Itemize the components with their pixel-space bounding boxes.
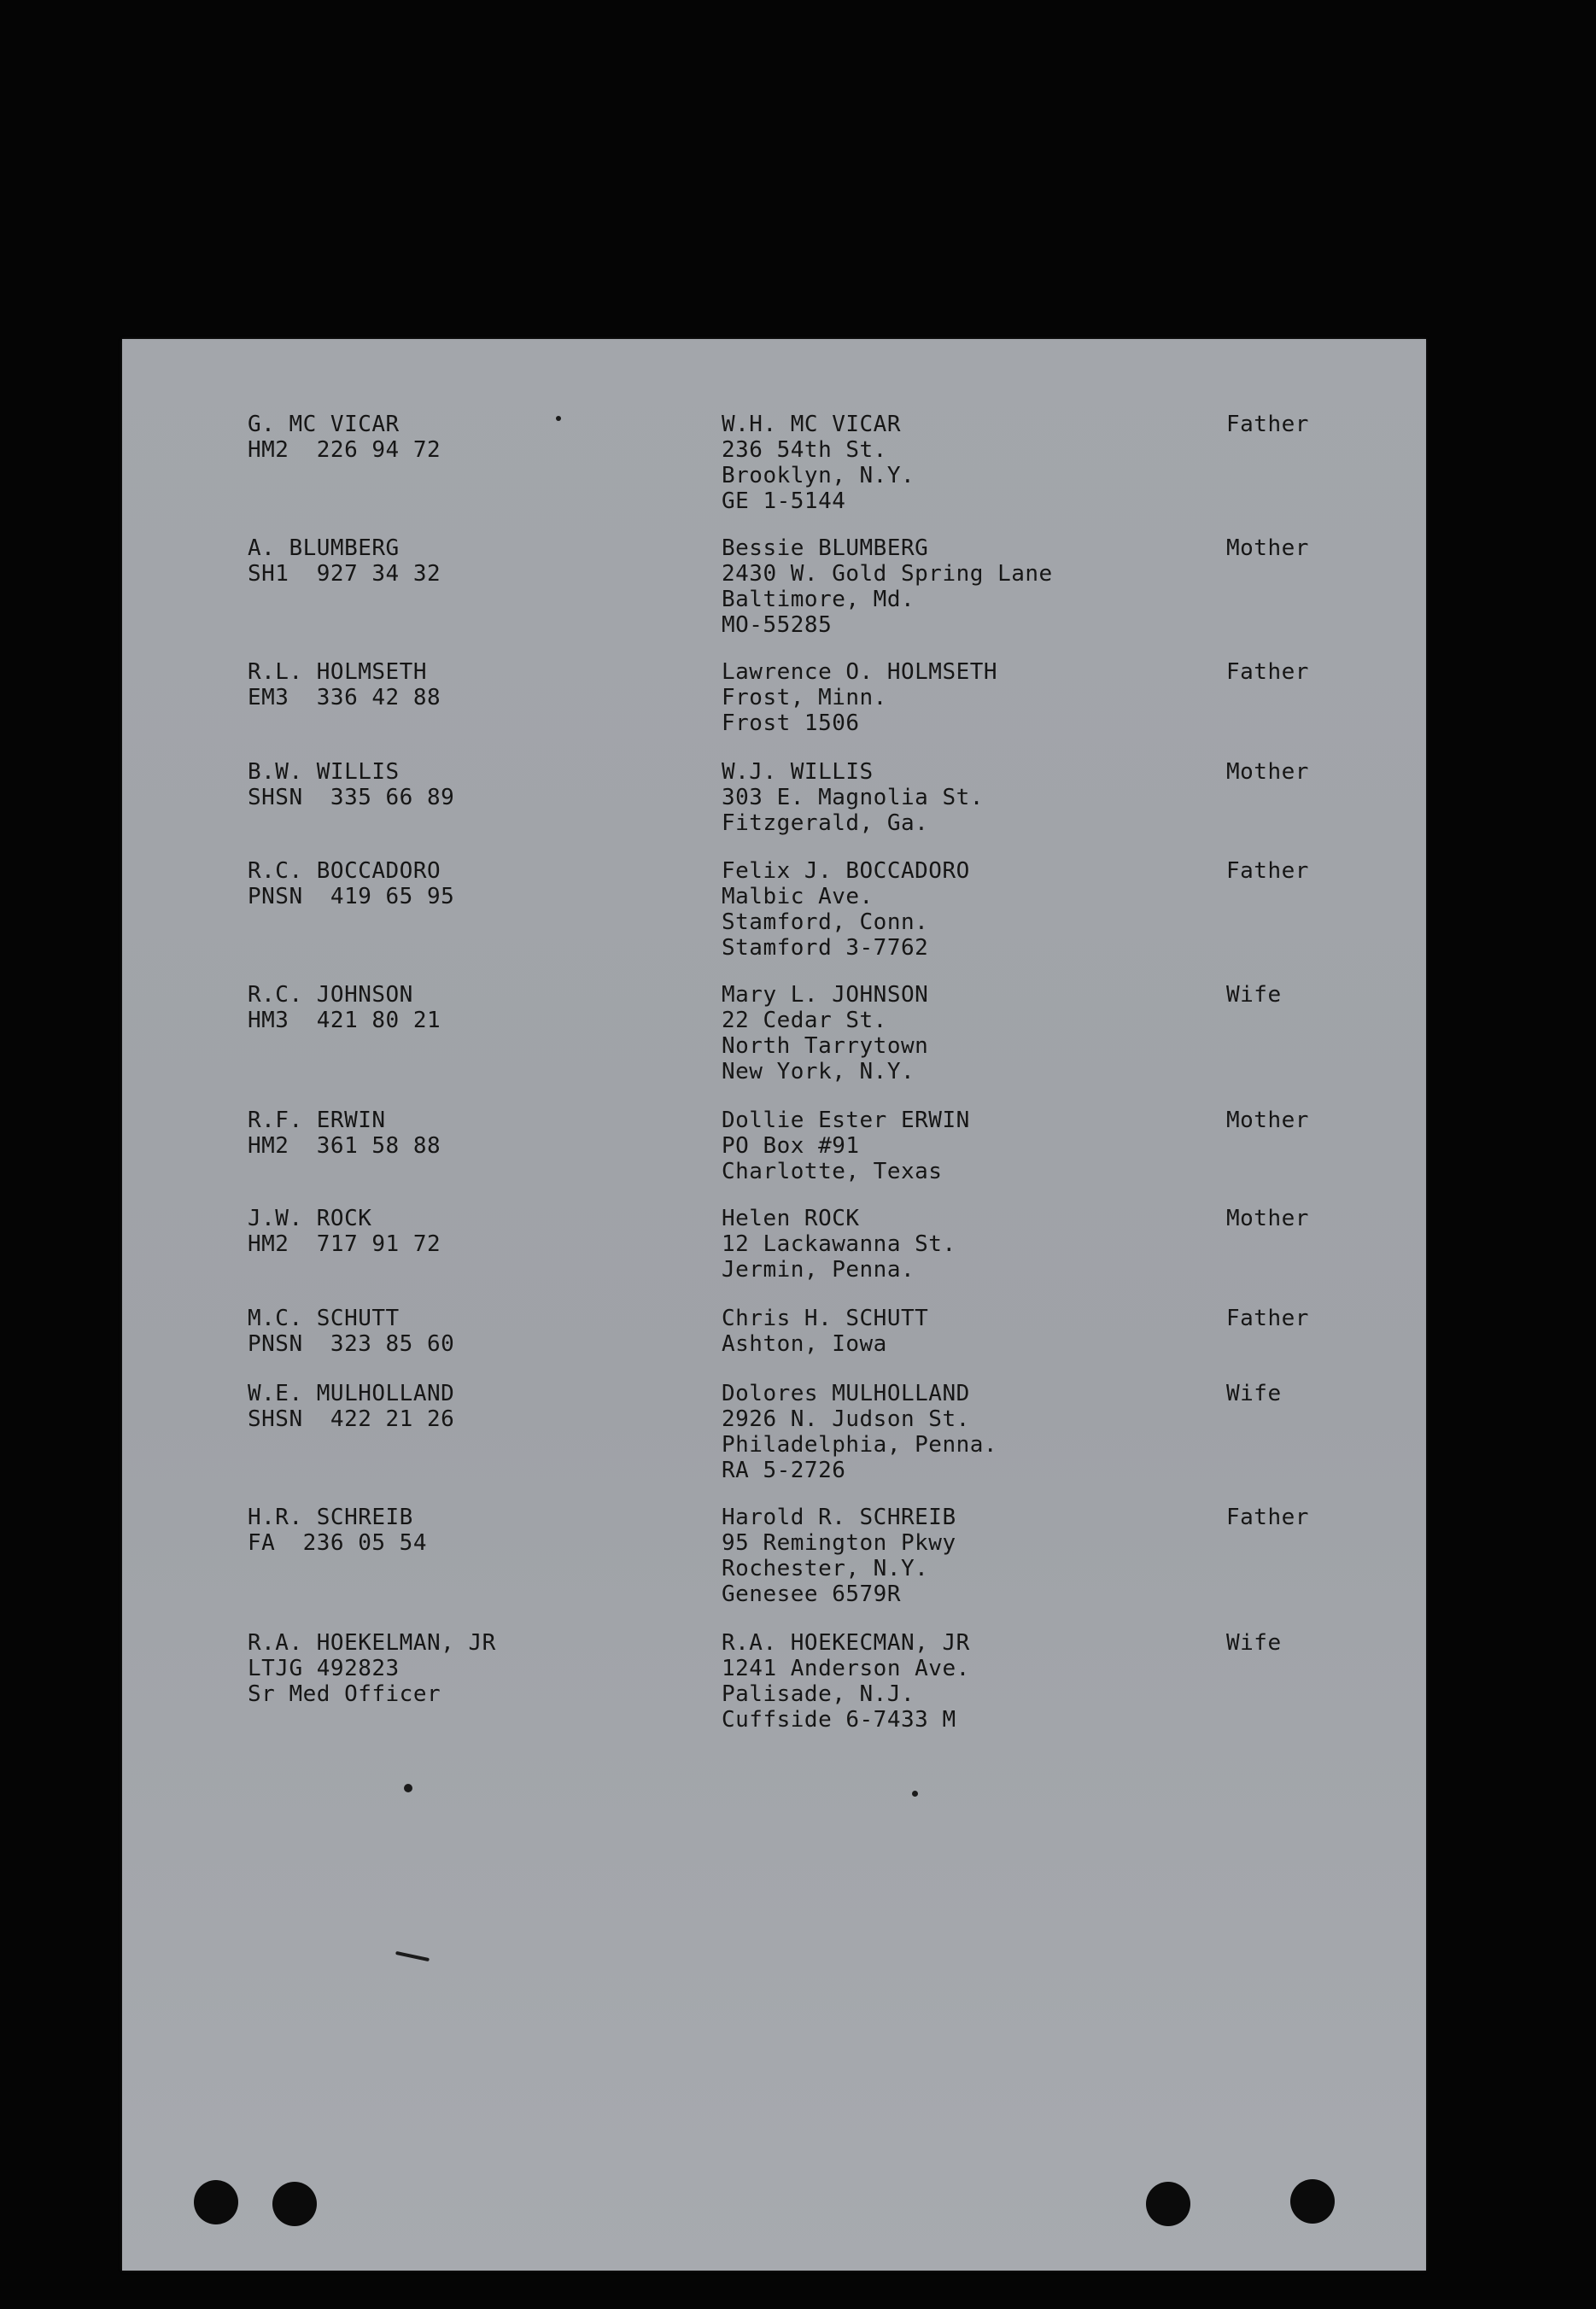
contact-line: Frost, Minn.	[722, 685, 887, 710]
punch-hole	[1146, 2182, 1190, 2226]
member-rate-number: SH1 927 34 32	[248, 561, 441, 587]
contact-line: Philadelphia, Penna.	[722, 1432, 998, 1458]
member-rate-number: LTJG 492823	[248, 1656, 400, 1681]
contact-line: Chris H. SCHUTT	[722, 1306, 929, 1331]
member-rate-number: HM2 226 94 72	[248, 437, 441, 463]
service-member	[248, 659, 441, 710]
contact-line: Harold R. SCHREIB	[722, 1505, 956, 1530]
contact-line: New York, N.Y.	[722, 1059, 915, 1084]
member-rate-number: HM3 421 80 21	[248, 1008, 441, 1033]
member-name: W.E. MULHOLLAND	[248, 1381, 455, 1406]
member-name: A. BLUMBERG	[248, 535, 400, 561]
contact-line: Helen ROCK	[722, 1206, 860, 1231]
kin-contact	[722, 535, 1053, 638]
relationship: Wife	[1226, 982, 1282, 1008]
contact-line: Mary L. JOHNSON	[722, 982, 929, 1008]
relationship: Wife	[1226, 1630, 1282, 1656]
contact-line: Charlotte, Texas	[722, 1159, 943, 1184]
relationship: Mother	[1226, 759, 1309, 785]
ink-speck	[912, 1791, 918, 1797]
member-rate-number: EM3 336 42 88	[248, 685, 441, 710]
contact-line: W.J. WILLIS	[722, 759, 874, 785]
contact-line: Lawrence O. HOLMSETH	[722, 659, 998, 685]
kin-contact	[722, 1206, 956, 1283]
contact-line: Cuffside 6-7433 M	[722, 1707, 956, 1733]
member-rate-number: HM2 717 91 72	[248, 1231, 441, 1257]
relationship: Father	[1226, 1306, 1309, 1331]
member-name: B.W. WILLIS	[248, 759, 400, 785]
service-member	[248, 1306, 454, 1357]
member-rate-number: FA 236 05 54	[248, 1530, 427, 1556]
punch-hole	[194, 2180, 238, 2224]
contact-line: Stamford, Conn.	[722, 909, 929, 935]
contact-line: Bessie BLUMBERG	[722, 535, 929, 561]
relationship: Mother	[1226, 535, 1309, 561]
contact-line: Jermin, Penna.	[722, 1257, 915, 1283]
contact-line: Dolores MULHOLLAND	[722, 1381, 970, 1406]
punch-hole	[272, 2182, 317, 2226]
contact-line: 2926 N. Judson St.	[722, 1406, 970, 1432]
contact-line: Malbic Ave.	[722, 884, 874, 909]
contact-line: Rochester, N.Y.	[722, 1556, 929, 1581]
contact-line: Fitzgerald, Ga.	[722, 810, 929, 836]
kin-contact	[722, 659, 997, 736]
relationship: Mother	[1226, 1206, 1309, 1231]
relationship: Father	[1226, 858, 1309, 884]
contact-line: GE 1-5144	[722, 488, 846, 514]
relationship: Mother	[1226, 1108, 1309, 1133]
member-name: M.C. SCHUTT	[248, 1306, 400, 1331]
contact-line: Genesee 6579R	[722, 1581, 901, 1607]
service-member	[248, 982, 441, 1033]
contact-line: 12 Lackawanna St.	[722, 1231, 956, 1257]
kin-contact	[722, 412, 915, 514]
contact-line: 303 E. Magnolia St.	[722, 785, 984, 810]
bleed-through-marks	[250, 1774, 609, 1902]
service-member	[248, 1630, 496, 1707]
contact-line: 1241 Anderson Ave.	[722, 1656, 970, 1681]
contact-line: Dollie Ester ERWIN	[722, 1108, 970, 1133]
member-rate-number: HM2 361 58 88	[248, 1133, 441, 1159]
contact-line: MO-55285	[722, 612, 833, 638]
contact-line: Palisade, N.J.	[722, 1681, 915, 1707]
member-name: R.L. HOLMSETH	[248, 659, 427, 685]
member-name: R.F. ERWIN	[248, 1108, 386, 1133]
member-rate-number: SHSN 422 21 26	[248, 1406, 455, 1432]
contact-line: 95 Remington Pkwy	[722, 1530, 956, 1556]
contact-line: 22 Cedar St.	[722, 1008, 887, 1033]
contact-line: 2430 W. Gold Spring Lane	[722, 561, 1053, 587]
contact-line: 236 54th St.	[722, 437, 887, 463]
service-member	[248, 1206, 441, 1257]
kin-contact	[722, 1630, 970, 1733]
kin-contact	[722, 1505, 956, 1607]
contact-line: Felix J. BOCCADORO	[722, 858, 970, 884]
relationship: Father	[1226, 412, 1309, 437]
member-name: J.W. ROCK	[248, 1206, 372, 1231]
punch-hole	[1290, 2179, 1335, 2224]
relationship: Wife	[1226, 1381, 1282, 1406]
contact-line: Ashton, Iowa	[722, 1331, 887, 1357]
member-rate-number: SHSN 335 66 89	[248, 785, 455, 810]
contact-line: Baltimore, Md.	[722, 587, 915, 612]
ink-mark	[395, 1951, 430, 1961]
contact-line: North Tarrytown	[722, 1033, 929, 1059]
service-member	[248, 759, 454, 810]
service-member	[248, 1381, 454, 1432]
contact-line: R.A. HOEKECMAN, JR	[722, 1630, 970, 1656]
member-title: Sr Med Officer	[248, 1681, 441, 1707]
ink-speck	[556, 416, 561, 421]
member-rate-number: PNSN 323 85 60	[248, 1331, 455, 1357]
member-name: R.A. HOEKELMAN, JR	[248, 1630, 496, 1656]
kin-contact	[722, 858, 970, 961]
kin-contact	[722, 982, 928, 1084]
document-page	[122, 339, 1426, 2271]
relationship: Father	[1226, 659, 1309, 685]
service-member	[248, 535, 441, 587]
relationship: Father	[1226, 1505, 1309, 1530]
member-rate-number: PNSN 419 65 95	[248, 884, 455, 909]
kin-contact	[722, 759, 984, 836]
member-name: R.C. BOCCADORO	[248, 858, 441, 884]
kin-contact	[722, 1306, 928, 1357]
contact-line: Stamford 3-7762	[722, 935, 929, 961]
service-member	[248, 1108, 441, 1159]
service-member	[248, 1505, 427, 1556]
kin-contact	[722, 1381, 997, 1483]
contact-line: W.H. MC VICAR	[722, 412, 901, 437]
member-name: H.R. SCHREIB	[248, 1505, 413, 1530]
contact-line: Brooklyn, N.Y.	[722, 463, 915, 488]
contact-line: Frost 1506	[722, 710, 860, 736]
contact-line: RA 5-2726	[722, 1458, 846, 1483]
contact-line: PO Box #91	[722, 1133, 860, 1159]
member-name: G. MC VICAR	[248, 412, 400, 437]
service-member	[248, 412, 441, 463]
service-member	[248, 858, 454, 909]
kin-contact	[722, 1108, 970, 1184]
ink-speck	[404, 1784, 412, 1792]
member-name: R.C. JOHNSON	[248, 982, 413, 1008]
